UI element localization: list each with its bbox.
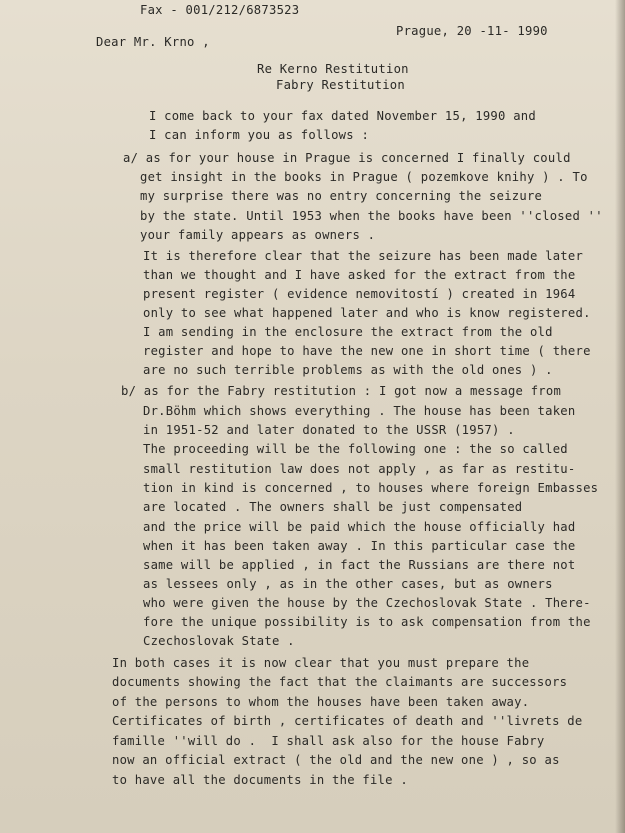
body-line: same will be applied , in fact the Russians are there not [143,558,576,572]
body-line: your family appears as owners . [140,228,376,242]
body-line: by the state. Until 1953 when the books have been ''closed '' [140,209,603,223]
body-line: are no such terrible problems as with the old ones ) . [143,363,553,377]
salutation: Dear Mr. Krno , [96,35,210,49]
body-line: get insight in the books in Prague ( pozemkove knihy ) . To [140,170,588,184]
page-edge-shadow [615,0,625,833]
subject-line: Re Kerno Restitution [257,62,409,76]
body-line: The proceeding will be the following one : the so called [143,442,568,456]
body-line: a/ as for your house in Prague is concerned I finally could [123,151,571,165]
body-line: tion in kind is concerned , to houses where foreign Embasses [143,481,599,495]
body-line: register and hope to have the new one in short time ( there [143,344,591,358]
body-line: Dr.Böhm which shows everything . The house has been taken [143,404,576,418]
body-line: in 1951-52 and later donated to the USSR (1957) . [143,423,515,437]
body-line: to have all the documents in the file . [112,773,408,787]
body-line: now an official extract ( the old and the new one ) , so as [112,753,560,767]
subject-line-2: Fabry Restitution [276,78,405,92]
body-line: than we thought and I have asked for the extract from the [143,268,576,282]
body-line: who were given the house by the Czechoslovak State . There- [143,596,591,610]
body-line: I can inform you as follows : [149,128,370,142]
body-line: Czechoslovak State . [143,634,295,648]
fax-number: Fax - 001/212/6873523 [140,3,300,17]
body-line: fore the unique possibility is to ask compensation from the [143,615,591,629]
body-line: and the price will be paid which the house officially had [143,520,576,534]
body-line: only to see what happened later and who is know registered. [143,306,591,320]
body-line: as lessees only , as in the other cases, but as owners [143,577,553,591]
body-line: In both cases it is now clear that you must prepare the [112,656,530,670]
body-line: my surprise there was no entry concerning the seizure [140,189,543,203]
body-line: I come back to your fax dated November 15, 1990 and [149,109,536,123]
place-and-date: Prague, 20 -11- 1990 [396,24,548,38]
body-line: b/ as for the Fabry restitution : I got now a message from [121,384,562,398]
body-line: when it has been taken away . In this particular case the [143,539,576,553]
body-line: I am sending in the enclosure the extract from the old [143,325,553,339]
body-line: small restitution law does not apply , as far as restitu- [143,462,576,476]
body-line: present register ( evidence nemovitostí ) created in 1964 [143,287,576,301]
body-line: are located . The owners shall be just compensated [143,500,523,514]
body-line: It is therefore clear that the seizure has been made later [143,249,584,263]
body-line: famille ''will do . I shall ask also for the house Fabry [112,734,545,748]
body-line: Certificates of birth , certificates of death and ''livrets de [112,714,583,728]
body-line: of the persons to whom the houses have been taken away. [112,695,530,709]
body-line: documents showing the fact that the claimants are successors [112,675,568,689]
